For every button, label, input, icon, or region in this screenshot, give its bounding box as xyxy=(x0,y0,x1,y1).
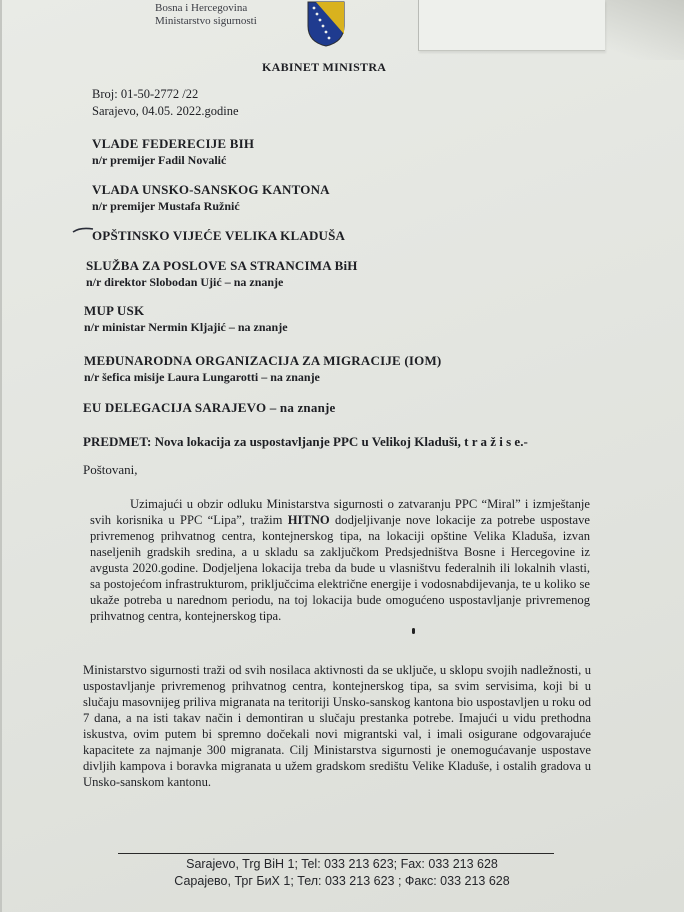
paragraph-1-emphasis: HITNO xyxy=(287,513,330,527)
recipient-4-name: SLUŽBA ZA POSLOVE SA STRANCIMA BiH xyxy=(86,258,358,273)
recipient-2-attention: n/r premijer Mustafa Ružnić xyxy=(92,199,240,213)
footer-divider xyxy=(118,853,554,854)
reference-number: Broj: 01-50-2772 /22 xyxy=(92,87,199,101)
recipient-3-name: OPŠTINSKO VIJEĆE VELIKA KLADUŠA xyxy=(92,228,346,243)
recipient-2-name: VLADA UNSKO-SANSKOG KANTONA xyxy=(92,182,330,197)
document-date: Sarajevo, 04.05. 2022.godine xyxy=(92,104,239,118)
body-paragraph-1 xyxy=(90,496,590,624)
salutation: Poštovani, xyxy=(83,462,138,477)
footer-address-latin: Sarajevo, Trg BiH 1; Tel: 033 213 623; Fax: 033 213 628 xyxy=(186,857,498,871)
page-edge xyxy=(0,0,2,912)
coat-of-arms-icon xyxy=(306,0,346,48)
attached-paper xyxy=(418,0,605,51)
body-paragraph-2: Ministarstvo sigurnosti traži od svih nosilaca aktivnosti da se uključe, u sklopu svojih nadležnosti, u uspostavljanje privremenog prihvatnog centra, kontejnerskog tipa, sa svim servisima, koji bi u slučaju masovnijeg priliva migranata na teritoriji Unsko-sanskog kantona bio uspostavljen u roku od 7 dana, a na isti takav način i demontiran u slučaju prestanka potrebe. Imajući u vidu prethodna iskustva, ovim putem bi spremno dočekali novi migrantski val, i imali osigurane odgovarajuće kapacitete za najmanje 300 migranata. Cilj Ministarstva sigurnosti je onemogućavanje uspostave divljih kampova i boravka migranata u užem gradskom središtu Velike Kladuše, i ostalih gradova u Unsko-sanskom kantonu. xyxy=(83,663,591,789)
recipient-6-name: MEĐUNARODNA ORGANIZACIJA ZA MIGRACIJE (IOM) xyxy=(84,353,442,368)
recipient-1-name: VLADE FEDERECIJE BIH xyxy=(92,136,255,151)
subject-line: PREDMET: Nova lokacija za uspostavljanje PPC u Velikoj Kladuši, t r a ž i s e.- xyxy=(83,434,528,449)
paragraph-1-after: dodjeljivanje nove lokacije za potrebe uspostave privremenog prihvatnog centra, kontejnerskog tipa, na lokaciji opštine Velika Kladuša, izvan naseljenih gradskih sredina, a u skladu sa zaključkom Predsjedništva Bosne i Hercegovine iz avgusta 2020.godine. Dodjeljena lokacija treba da bude u vlasništvu federalnih ili lokalnih vlasti, sa postojećom infrastrukturom, priključcima električne energije i vodosnabdijevanja, te u koliko se ukaže potreba u narednom periodu, na toj lokacija bude omogućeno uspostavljanje privremenog prihvatnog centra, kontejnerskog tipa. xyxy=(90,513,590,623)
cabinet-heading: KABINET MINISTRA xyxy=(262,60,387,74)
ink-dot xyxy=(412,628,415,634)
letterhead xyxy=(155,2,257,28)
paragraph-1-before: Uzimajući u obzir odluku Ministarstva sigurnosti o zatvaranju PPC “Miral” i izmještanje svih korisnika u PPC “Lipa”, tražim xyxy=(90,497,590,527)
letterhead-ministry: Ministarstvo sigurnosti xyxy=(155,15,257,27)
recipient-5-attention: n/r ministar Nermin Kljajić – na znanje xyxy=(84,320,288,334)
recipient-6-attention: n/r šefica misije Laura Lungarotti – na znanje xyxy=(84,370,320,384)
pen-mark-icon xyxy=(72,226,94,234)
letterhead-country: Bosna i Hercegovina xyxy=(155,2,248,14)
footer-address-cyrillic: Сарајево, Трг БиХ 1; Тел: 033 213 623 ; Факс: 033 213 628 xyxy=(174,874,510,888)
recipient-7-name: EU DELEGACIJA SARAJEVO – na znanje xyxy=(83,400,336,415)
recipient-5-name: MUP USK xyxy=(84,303,145,318)
recipient-1-attention: n/r premijer Fadil Novalić xyxy=(92,153,227,167)
recipient-4-attention: n/r direktor Slobodan Ujić – na znanje xyxy=(86,275,284,289)
